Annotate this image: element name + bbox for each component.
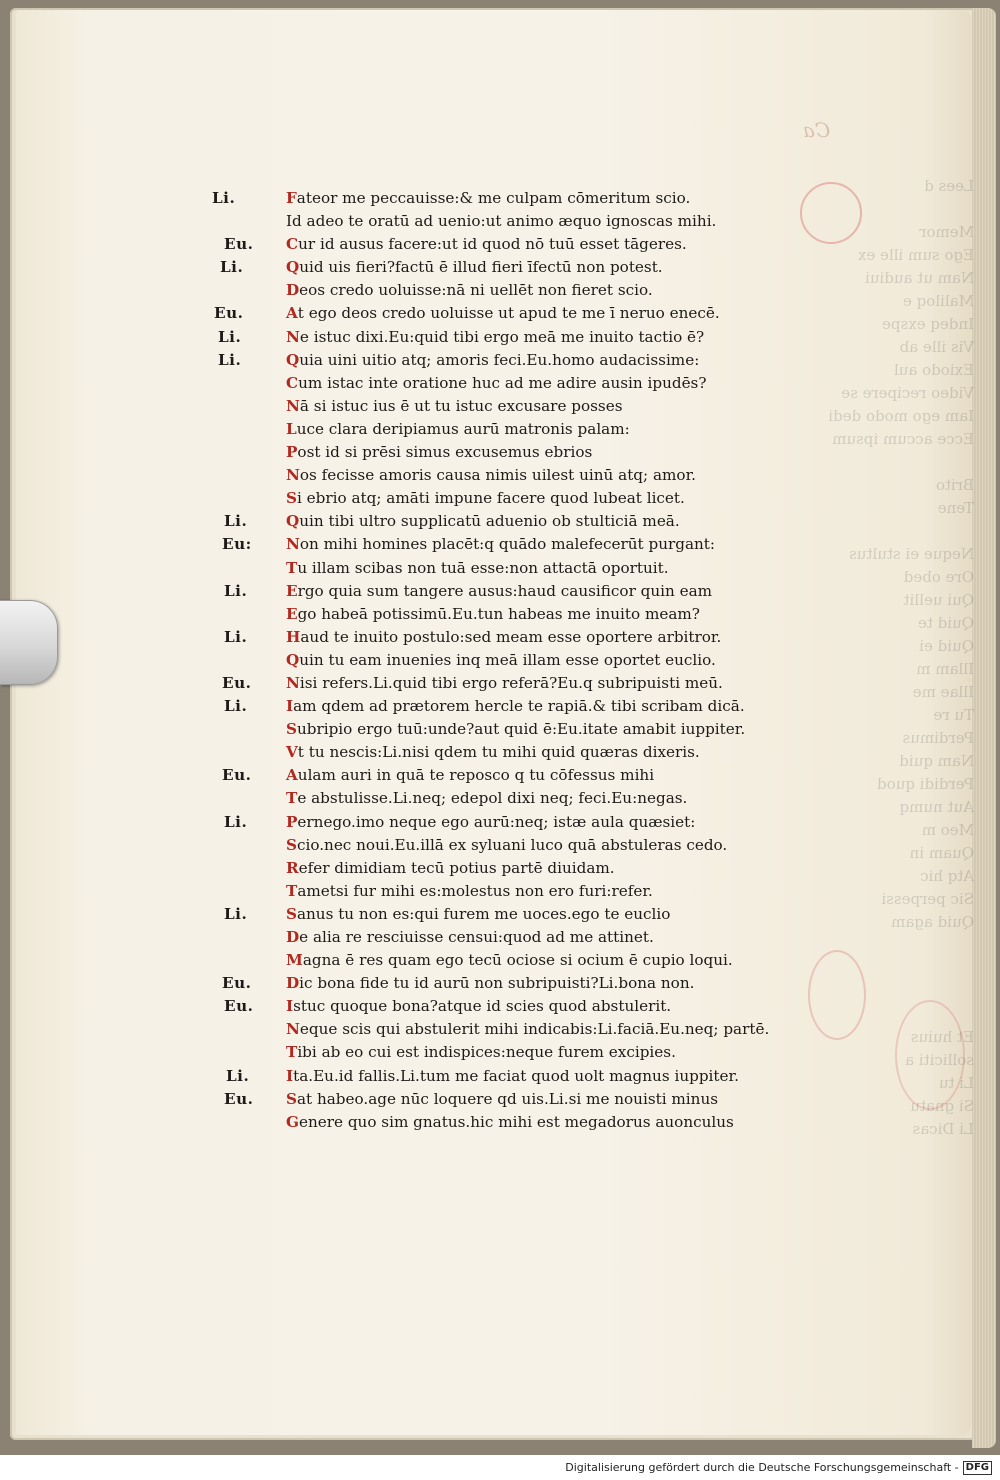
bleed-through-line: Illae me [912, 683, 974, 701]
bleed-through-line: Tene [937, 499, 974, 517]
rubricated-initial: I [286, 1066, 294, 1085]
verse-text [286, 695, 745, 718]
verse-line-text: uce clara deripiamus aurū matronis palam: [296, 419, 630, 438]
verse-line [212, 1088, 822, 1111]
verse-text [286, 811, 695, 834]
verse-line-text: i ebrio atq; amāti impune facere quod lubeat licet. [296, 489, 685, 508]
verse-text [286, 441, 592, 464]
rubricated-initial: F [286, 189, 297, 207]
rubricated-initial: Q [286, 350, 300, 369]
rubricated-initial: I [286, 697, 294, 716]
verse-text [286, 326, 704, 349]
rubricated-initial: D [286, 928, 300, 946]
rubricated-initial: I [286, 997, 294, 1016]
verse-line-text: anus tu non es:qui furem me uoces.ego te euclio [296, 904, 671, 923]
verse-text [286, 672, 723, 695]
verse-line [212, 533, 822, 556]
verse-line [212, 972, 822, 995]
verse-line-text: agna ē res quam ego tecū ociose si ocium ē cupio loqui. [302, 951, 733, 970]
page-edges [972, 8, 996, 1448]
verse-text [286, 718, 745, 741]
verse-line-text: ā si istuc ius ē ut tu istuc excusare posses [299, 396, 623, 415]
verse-line-text: Id adeo te oratū ad uenio:ut animo æquo ignoscas mihi. [286, 212, 717, 231]
speaker-label: Eu. [224, 997, 254, 1016]
verse-text [286, 1018, 769, 1041]
bleed-through-line: Quam in [909, 844, 974, 862]
rubricated-initial: R [286, 858, 299, 877]
bleed-through-line: Brito [935, 476, 974, 494]
rubricated-initial: L [286, 419, 297, 438]
verse-line-text: cio.nec noui.Eu.illā ex syluani luco quā abstuleras cedo. [296, 835, 728, 854]
bleed-through-line: Quid ei [919, 637, 974, 655]
bleed-through-line: Si gnatu [910, 1097, 974, 1115]
speaker-label: Li. [224, 512, 248, 531]
verse-line-text: eos credo uoluisse:nā ni uellēt non fieret scio. [299, 281, 653, 300]
rubricated-initial: C [286, 235, 299, 254]
bleed-through-line: Li Dicas [912, 1120, 974, 1138]
rubricated-initial: Q [286, 512, 300, 531]
verse-line-text: ost id si prēsi simus excusemus ebrios [297, 443, 593, 462]
marginalia-note: Ca [803, 118, 831, 142]
verse-text [286, 256, 663, 279]
rubricated-initial: H [286, 627, 301, 646]
verse-line [212, 1111, 822, 1134]
verse-line [212, 349, 822, 372]
rubricated-initial: A [286, 304, 298, 323]
speaker-label: Li. [224, 627, 248, 646]
verse-line-text: uin tu eam inuenies inq meā illam esse oportet euclio. [299, 650, 716, 669]
verse-text [286, 857, 615, 880]
verse-text [286, 187, 690, 210]
verse-line [212, 557, 822, 580]
bleed-through-line: Nam ut audiui [865, 269, 974, 287]
bleed-through-line: Sic perpessi [881, 890, 974, 908]
page-clip [0, 600, 58, 685]
speaker-label: Li. [224, 812, 248, 831]
verse-text [286, 626, 721, 649]
verse-line-text: eque scis qui abstulerit mihi indicabis:Li.faciā.Eu.neq; partē. [299, 1020, 770, 1039]
verse-text [286, 995, 671, 1018]
bleed-through-line: Tu re [933, 706, 974, 724]
rubricated-initial: N [286, 327, 300, 346]
rubricated-initial: T [286, 789, 298, 808]
verse-line [212, 372, 822, 395]
play-text-block [212, 187, 822, 1134]
verse-line [212, 880, 822, 903]
verse-line [212, 903, 822, 926]
verse-text [286, 1111, 734, 1134]
verse-line [212, 256, 822, 279]
verse-line [212, 418, 822, 441]
rubricated-initial: N [286, 673, 300, 692]
bleed-through-line: solliciti a [905, 1051, 974, 1069]
verse-line [212, 857, 822, 880]
speaker-label: Eu. [222, 766, 252, 785]
rubricated-initial: G [286, 1112, 299, 1131]
rubricated-initial: S [286, 720, 297, 739]
verse-line [212, 995, 822, 1018]
rubricated-initial: P [286, 443, 298, 462]
bleed-through-line: Meo m [921, 821, 974, 839]
verse-text [286, 279, 653, 302]
verse-text [286, 510, 680, 533]
verse-line-text: enere quo sim gnatus.hic mihi est megadorus auonculus [298, 1112, 734, 1131]
verse-text [286, 349, 699, 372]
bleed-through-line: Li tu [938, 1074, 974, 1092]
rubricated-initial: S [286, 489, 297, 508]
verse-line-text: u illam scibas non tuā esse:non attactā oportuit. [297, 558, 669, 577]
rubricated-initial: N [286, 1020, 300, 1039]
verse-text [286, 395, 623, 418]
footer-credit [0, 1455, 1000, 1480]
verse-text [286, 580, 712, 603]
speaker-label: Eu. [222, 974, 252, 993]
bleed-through-line: Lees d [924, 177, 974, 195]
verse-text [286, 787, 687, 810]
verse-text [286, 903, 670, 926]
verse-text [286, 210, 716, 233]
verse-text [286, 741, 700, 764]
verse-line-text: ta.Eu.id fallis.Li.tum me faciat quod uolt magnus iuppiter. [293, 1066, 739, 1085]
bleed-through-line: Ego sum ille ex [857, 246, 974, 264]
speaker-label: Eu. [224, 1089, 254, 1108]
verse-text [286, 233, 687, 256]
speaker-label: Eu. [214, 304, 244, 323]
verse-line [212, 926, 822, 949]
verse-line-text: uia uini uitio atq; amoris feci.Eu.homo audacissime: [299, 350, 700, 369]
verse-line [212, 580, 822, 603]
verse-text [286, 880, 653, 903]
verse-line [212, 1018, 822, 1041]
footer-credit-text: Digitalisierung gefördert durch die Deutsche Forschungsgemeinschaft - [565, 1461, 959, 1474]
verse-text [286, 464, 696, 487]
verse-line-text: go habeā potissimū.Eu.tun habeas me inuito meam? [297, 604, 700, 623]
bleed-through-line: Quid agam [891, 913, 974, 931]
speaker-label: Li. [218, 350, 242, 369]
bleed-through-line: Exiodo aul [893, 361, 974, 379]
verse-line [212, 302, 822, 325]
rubricated-initial: P [286, 812, 298, 831]
bleed-through-line: Quid te [917, 614, 974, 632]
verse-text [286, 533, 715, 556]
verse-line [212, 233, 822, 256]
bleed-through-line: Illam m [916, 660, 974, 678]
rubricated-initial: C [286, 373, 299, 392]
verse-line-text: ur id ausus facere:ut id quod nō tuū esset tāgeres. [298, 235, 687, 254]
verse-line-text: rgo quia sum tangere ausus:haud causificor quin eam [297, 581, 713, 600]
verse-text [286, 418, 630, 441]
verse-text [286, 372, 707, 395]
verse-line [212, 187, 822, 210]
verse-text [286, 834, 727, 857]
bleed-through-line: Et huius [910, 1028, 974, 1046]
verse-text [286, 1041, 676, 1064]
rubricated-initial: S [286, 1089, 297, 1108]
verse-line-text: os fecisse amoris causa nimis uilest uinū atq; amor. [299, 466, 696, 485]
verse-text [286, 302, 720, 325]
verse-line [212, 279, 822, 302]
verse-line-text: efer dimidiam tecū potius partē diuidam. [298, 858, 615, 877]
verse-line [212, 649, 822, 672]
rubricated-initial: M [286, 951, 303, 970]
speaker-label: Li. [224, 581, 248, 600]
verse-line [212, 695, 822, 718]
verse-line-text: ametsi fur mihi es:molestus non ero furi:refer. [297, 881, 653, 900]
verse-line [212, 603, 822, 626]
verse-line-text: stuc quoque bona?atque id scies quod abstulerit. [293, 997, 672, 1016]
verse-line [212, 787, 822, 810]
bleed-through-line: Maliloq e [903, 292, 974, 310]
verse-line-text: on mihi homines placēt:q quādo malefecerūt purgant: [299, 535, 716, 554]
bleed-through-line: Ore obed [903, 568, 974, 586]
bleed-through-line: Indeq exspe [882, 315, 974, 333]
bleed-through-line: Perdidi quod [877, 775, 974, 793]
verse-line [212, 811, 822, 834]
rubricated-initial: T [286, 1043, 298, 1062]
verse-line-text: ubripio ergo tuū:unde?aut quid ē:Eu.itate amabit iuppiter. [296, 720, 746, 739]
verse-line [212, 1065, 822, 1088]
verse-line-text: uid uis fieri?factū ē illud fieri īfectū non potest. [299, 258, 663, 277]
verse-line-text: ernego.imo neque ego aurū:neq; istæ aula quæsiet: [297, 812, 696, 831]
speaker-label: Li. [218, 327, 242, 346]
verse-line [212, 395, 822, 418]
speaker-label: Li. [220, 258, 244, 277]
verse-line [212, 464, 822, 487]
bleed-through-line: Atq hic [920, 867, 974, 885]
speaker-label: Eu. [222, 673, 252, 692]
verse-line [212, 764, 822, 787]
verse-text [286, 1088, 718, 1111]
rubricated-initial: V [286, 743, 298, 762]
verse-line [212, 834, 822, 857]
verse-line-text: ic bona fide tu id aurū non subripuisti?Li.bona non. [299, 974, 695, 993]
verse-line [212, 326, 822, 349]
verse-text [286, 557, 669, 580]
verse-text [286, 972, 694, 995]
verse-line-text: e alia re resciuisse censui:quod ad me attinet. [299, 928, 654, 946]
verse-line [212, 210, 822, 233]
verse-text [286, 949, 733, 972]
verse-line [212, 741, 822, 764]
rubricated-initial: E [286, 581, 298, 600]
verse-line [212, 487, 822, 510]
bleed-through-line: Nam quid [899, 752, 974, 770]
bleed-through-line: Memor [919, 223, 974, 241]
verse-line-text: isi refers.Li.quid tibi ergo referā?Eu.q subripuisti meū. [299, 673, 723, 692]
rubricated-initial: A [286, 766, 298, 785]
verse-text [286, 649, 716, 672]
speaker-label: Li. [212, 189, 236, 207]
rubricated-initial: Q [286, 650, 300, 669]
bleed-through-line: Video recipere se [841, 384, 974, 402]
verse-line [212, 441, 822, 464]
verse-line-text: e abstulisse.Li.neq; edepol dixi neq; feci.Eu:negas. [297, 789, 688, 808]
rubricated-initial: E [286, 604, 298, 623]
verse-text [286, 764, 654, 787]
verse-line-text: um istac inte oratione huc ad me adire ausin ipudēs? [298, 373, 707, 392]
verse-line [212, 626, 822, 649]
verse-line-text: aud te inuito postulo:sed meam esse oportere arbitror. [300, 627, 722, 646]
verse-line-text: at habeo.age nūc loquere qd uis.Li.si me nouisti minus [296, 1089, 719, 1108]
speaker-label: Li. [224, 697, 248, 716]
rubricated-initial: S [286, 835, 297, 854]
bleed-through-line: Ecce accum ipsum [832, 430, 974, 448]
speaker-label: Li. [224, 904, 248, 923]
verse-text [286, 926, 654, 949]
bleed-through-line: Perdimus [902, 729, 974, 747]
verse-line [212, 672, 822, 695]
verse-line-text: am qdem ad prætorem hercle te rapiā.& tibi scribam dicā. [293, 697, 745, 716]
verse-text [286, 603, 700, 626]
verse-text [286, 487, 685, 510]
verse-line-text: ibi ab eo cui est indispices:neque furem excipies. [297, 1043, 676, 1062]
verse-line [212, 949, 822, 972]
verse-line-text: ateor me peccauisse:& me culpam cōmeritum scio. [296, 189, 691, 207]
rubricated-initial: D [286, 974, 300, 993]
rubricated-initial: T [286, 558, 298, 577]
verse-line [212, 1041, 822, 1064]
dfg-logo: DFG [963, 1461, 992, 1475]
rubricated-initial: Q [286, 258, 300, 277]
bleed-through-line: Aut numq [899, 798, 974, 816]
verse-line-text: t tu nescis:Li.nisi qdem tu mihi quid quæras dixeris. [297, 743, 700, 762]
bleed-through-line: Neque ei stultus [849, 545, 974, 563]
verse-text [286, 1065, 739, 1088]
verse-line [212, 718, 822, 741]
speaker-label: Eu. [224, 235, 254, 254]
speaker-label: Eu: [222, 535, 252, 554]
rubricated-initial: N [286, 535, 300, 554]
speaker-label: Li. [226, 1066, 250, 1085]
bleed-through-line: Vis ille ab [899, 338, 974, 356]
verse-line-text: ulam auri in quā te reposco q tu cōfessus mihi [297, 766, 655, 785]
rubricated-initial: N [286, 396, 300, 415]
verse-line-text: t ego deos credo uoluisse ut apud te me ī neruo enecē. [297, 304, 720, 323]
rubricated-initial: T [286, 881, 298, 900]
rubricated-initial: S [286, 904, 297, 923]
bleed-through-line: Qui uellit [903, 591, 974, 609]
verse-line [212, 510, 822, 533]
bleed-through-line: Iam ego modo dedi [828, 407, 974, 425]
rubricated-initial: N [286, 466, 300, 485]
verse-line-text: uin tibi ultro supplicatū aduenio ob stulticiā meā. [299, 512, 680, 531]
verse-line-text: e istuc dixi.Eu:quid tibi ergo meā me inuito tactio ē? [299, 327, 705, 346]
rubricated-initial: D [286, 281, 300, 300]
